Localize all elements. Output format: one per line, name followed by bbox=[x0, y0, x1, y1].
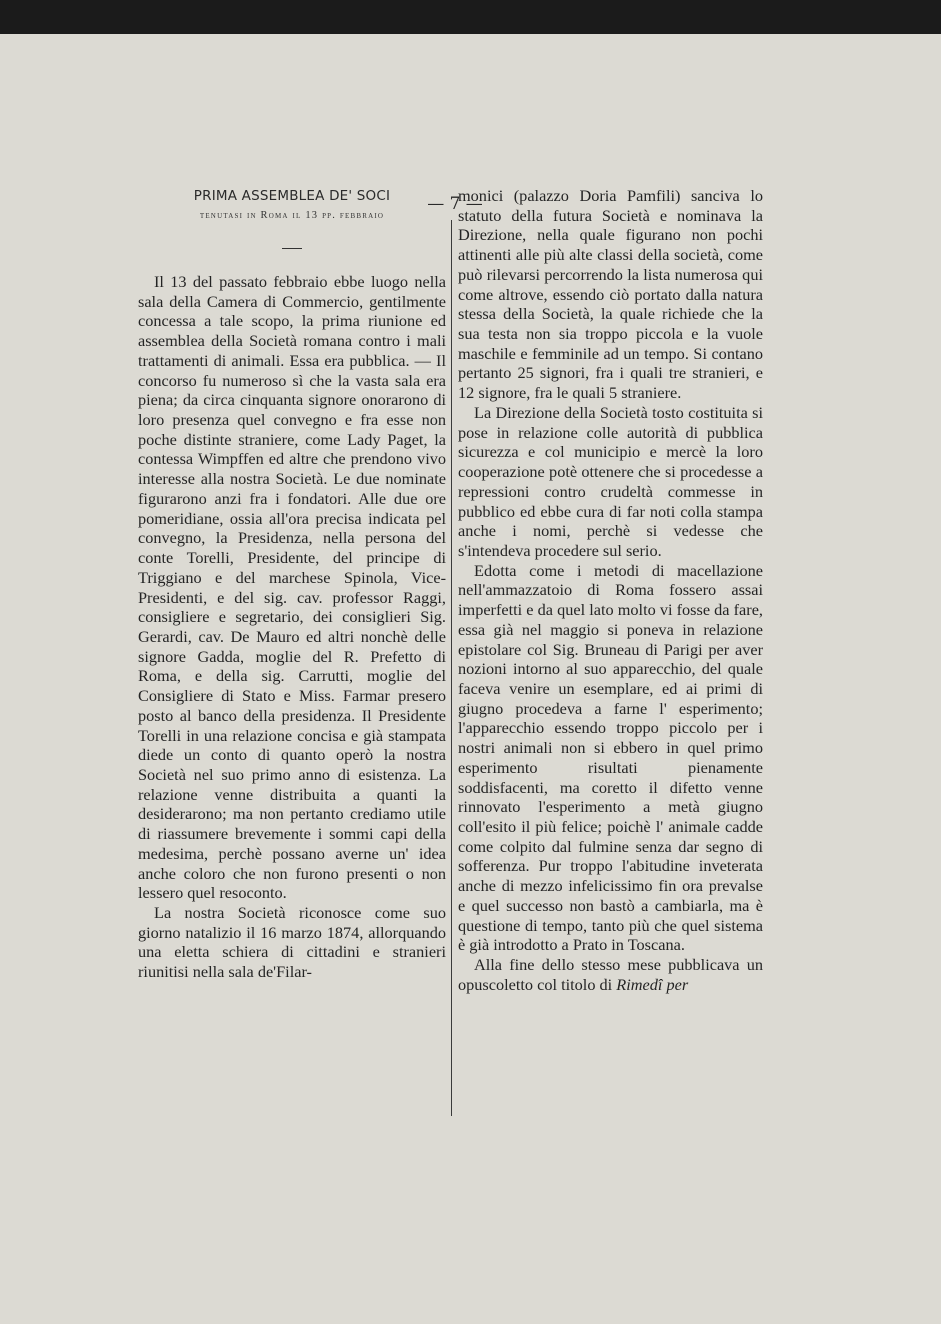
page-number: — 7 — bbox=[427, 194, 483, 214]
paragraph: monici (palazzo Doria Pamfili) sanciva lo statuto della futura Società e nominava la Direzione, nella quale figurano non pochi attinenti alle più alte classi della società, come può rilevarsi percorrendo la lista numerosa qui come altrove, essendo ciò portato dalla natura stessa della Società, la quale richiede che la sua testa non sia troppo piccola e la vuole maschile e femminile ad un tempo. Si contano pertanto 25 signori, fra i quali tre stranieri, e 12 signore, fra le quali 5 straniere. bbox=[458, 186, 763, 403]
article-title: PRIMA ASSEMBLEA DE' SOCI bbox=[193, 188, 391, 204]
paragraph: Il 13 del passato febbraio ebbe luogo nella sala della Camera di Commercio, gentilmente concessa a tale scopo, la prima riunione ed assemblea della Società romana contro i mali trattamenti di animali. Essa era pubblica. — Il concorso fu numeroso sì che la vasta sala era piena; da circa cinquanta signore onorarono di loro presenza quel convegno e fra esse non poche distinte straniere, come Lady Paget, la contessa Wimpffen ed altre che prendono vivo interesse alla nostra Società. Le due nominate figurarono anzi fra i fondatori. Alle due ore pomeridiane, ossia all'ora precisa indicata pel convegno, la Presidenza, nella persona del conte Torelli, Presidente, del principe di Triggiano e del marchese Spinola, Vice-Presidenti, e del sig. cav. professor Raggi, consigliere e segretario, dei consiglieri Sig. Gerardi, cav. De Mauro ed altri nonchè delle signore Gadda, moglie del R. Prefetto di Roma, e della sig. Carrutti, moglie del Consigliere di Stato e Miss. Farmar presero posto al banco della presidenza. Il Presidente Torelli in una relazione concisa e già stampata diede un conto di quanto operò la nostra Società nel suo primo anno di esistenza. La relazione venne distribuita a quanti la desiderarono; ma non pertanto crediamo utile di riassumere brevemente i sommi capi della medesima, perchè possano averne un' idea anche coloro che non furono presenti o non lessero quel resoconto. bbox=[138, 272, 446, 903]
title-rule bbox=[282, 248, 302, 249]
paragraph: Edotta come i metodi di macellazione nell'ammazzatoio di Roma fossero assai imperfetti e da quel lato molto vi fosse da fare, essa già nel maggio si poneva in relazione epistolare col Sig. Bruneau di Parigi per aver nozioni intorno al suo apparecchio, del quale faceva venire un esemplare, ed ai primi di giugno procedeva a farne l' esperimento; l'apparecchio essendo troppo piccolo per i nostri animali non si ebbero in quel primo esperimento risultati pienamente soddisfacenti, ma coretto il difetto venne rinnovato l'esperimento a metà giugno coll'esito il più felice; poichè l' animale cadde come colpito dal fulmine senza dar segno di sofferenza. Pur troppo l'abitudine inveterata anche di mezzo infelicissimo fin ora prevalse e quel successo non bastò a cambiarla, ma è questione di tempo, tanto più che quel sistema è già introdotto a Prato in Toscana. bbox=[458, 560, 763, 955]
paragraph: La nostra Società riconosce come suo giorno natalizio il 16 marzo 1874, allorquando una eletta schiera di cittadini e stranieri riunitisi nella sala de'Filar- bbox=[138, 903, 446, 982]
article-subtitle: tenutasi in Roma il 13 pp. febbraio bbox=[199, 210, 385, 221]
right-column bbox=[458, 186, 763, 994]
paragraph-last bbox=[458, 955, 763, 994]
column-divider bbox=[451, 220, 452, 1116]
left-column bbox=[138, 186, 446, 982]
paragraph: La Direzione della Società tosto costituita si pose in relazione colle autorità di pubblica sicurezza e col municipio e mercè la loro cooperazione potè ottenere che si procedesse a repressioni contro crudeltà commesse in pubblico ed ebbe cura di far noti colla stampa anche i nomi, perchè si vedesse che s'intendeva procedere sul serio. bbox=[458, 402, 763, 560]
italic-title: Rimedî per bbox=[616, 974, 689, 994]
paragraph-text: Alla fine dello stesso mese pubblicava un opuscoletto col titolo di bbox=[458, 955, 763, 994]
